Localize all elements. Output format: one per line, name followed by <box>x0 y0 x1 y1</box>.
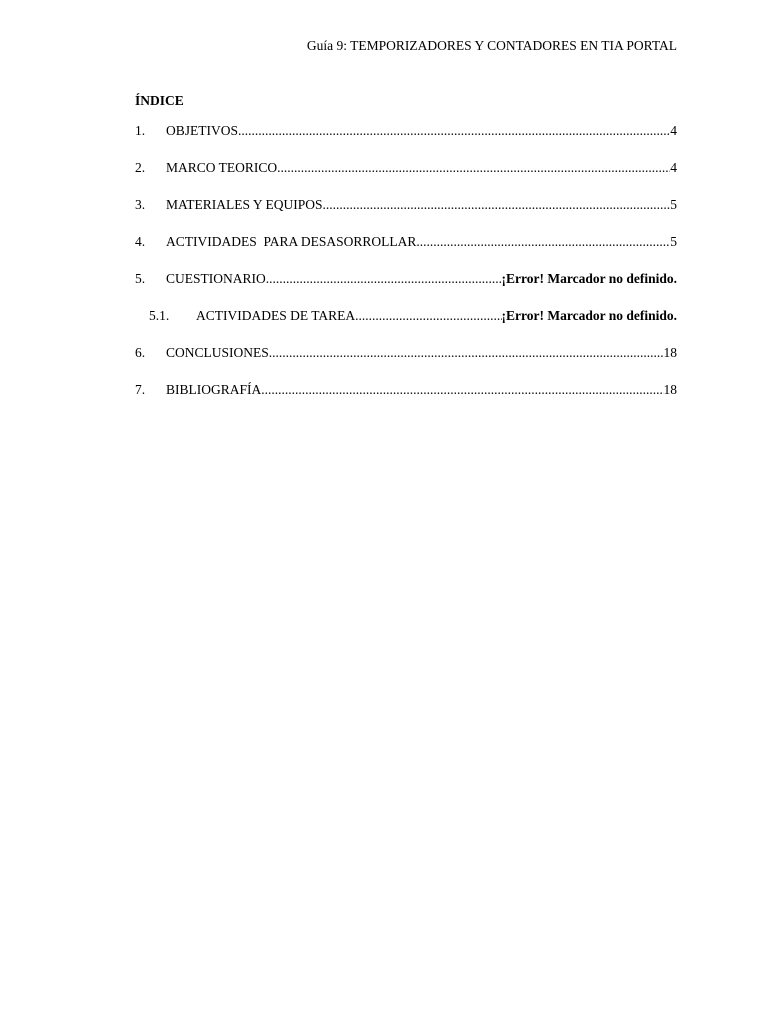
toc-entry-label: BIBLIOGRAFÍA <box>166 382 262 397</box>
dot-leader <box>261 382 663 398</box>
dot-leader <box>269 345 664 361</box>
toc-entry-label: OBJETIVOS <box>166 123 239 138</box>
table-of-contents <box>135 123 677 419</box>
dot-leader <box>416 234 670 250</box>
toc-entry-number: 5.1. <box>149 308 170 323</box>
toc-entry-label: ACTIVIDADES DE TAREA <box>196 308 356 323</box>
toc-entry-page: 4 <box>670 160 677 175</box>
toc-entry-page: 4 <box>670 123 677 138</box>
toc-entry-actividades-de-tarea[interactable] <box>135 308 677 345</box>
dot-leader <box>277 160 670 176</box>
dot-leader <box>266 271 502 287</box>
toc-title: ÍNDICE <box>135 93 184 108</box>
toc-entry-page: 5 <box>670 234 677 249</box>
toc-entry-objetivos[interactable] <box>135 123 677 160</box>
toc-entry-page-error: ¡Error! Marcador no definido. <box>501 271 677 286</box>
toc-entry-number: 6. <box>135 345 146 360</box>
toc-entry-label: CUESTIONARIO <box>166 271 266 286</box>
toc-entry-label: ACTIVIDADES PARA DESASORROLLAR <box>166 234 417 249</box>
toc-entry-number: 4. <box>135 234 146 249</box>
toc-entry-materiales-y-equipos[interactable] <box>135 197 677 234</box>
dot-leader <box>355 308 501 324</box>
toc-entry-page: 18 <box>663 345 677 360</box>
toc-entry-page: 5 <box>670 197 677 212</box>
toc-entry-bibliografia[interactable] <box>135 382 677 419</box>
toc-entry-actividades[interactable] <box>135 234 677 271</box>
toc-entry-number: 3. <box>135 197 146 212</box>
toc-entry-page: 18 <box>663 382 677 397</box>
toc-entry-marco-teorico[interactable] <box>135 160 677 197</box>
dot-leader <box>323 197 671 213</box>
toc-entry-number: 7. <box>135 382 146 397</box>
toc-entry-number: 5. <box>135 271 146 286</box>
toc-entry-label: MARCO TEORICO <box>166 160 278 175</box>
toc-entry-page-error: ¡Error! Marcador no definido. <box>501 308 677 323</box>
toc-entry-number: 1. <box>135 123 146 138</box>
toc-entry-number: 2. <box>135 160 146 175</box>
toc-entry-cuestionario[interactable] <box>135 271 677 308</box>
toc-entry-label: MATERIALES Y EQUIPOS <box>166 197 323 212</box>
toc-entry-conclusiones[interactable] <box>135 345 677 382</box>
toc-entry-label: CONCLUSIONES <box>166 345 269 360</box>
running-header: Guía 9: TEMPORIZADORES Y CONTADORES EN TIA PORTAL <box>306 38 677 53</box>
dot-leader <box>238 123 670 139</box>
